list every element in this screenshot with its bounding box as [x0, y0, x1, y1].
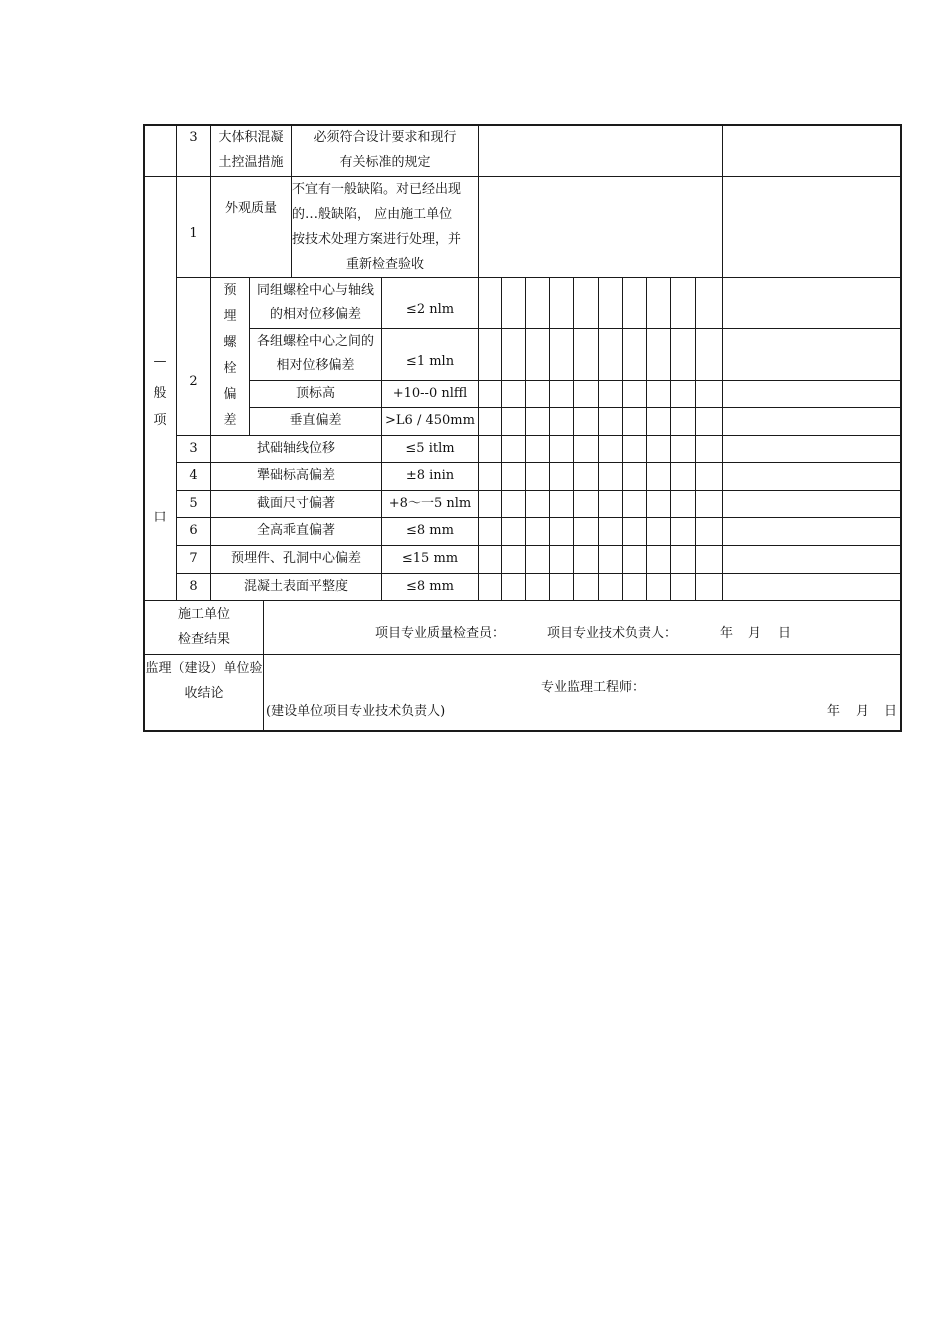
- requirement-line: 不宜有一般缺陷。对已经出现: [292, 182, 462, 197]
- tolerance-value: +8～一5 nlm: [388, 496, 472, 511]
- category-label-char: —: [153, 354, 167, 369]
- category-label-char: 项: [153, 413, 167, 428]
- group-label-char: 埋: [223, 309, 237, 324]
- group-label-char: 偏: [223, 387, 237, 402]
- requirement-line: 按技术处理方案进行处理，并: [292, 232, 462, 247]
- tolerance-value: ≤5 itlm: [405, 441, 455, 456]
- tolerance-value: ≤2 nlm: [405, 302, 455, 317]
- item-name: 外观质量: [224, 201, 277, 216]
- date-year: 年: [720, 626, 734, 641]
- requirement-line: 重新检查验收: [345, 257, 424, 272]
- grid-col: [622, 277, 623, 600]
- group-label-char: 栓: [223, 361, 237, 376]
- tolerance-value: ±8 inin: [405, 468, 455, 483]
- supervision-label-line: 收结论: [184, 686, 224, 701]
- row-divider: [143, 600, 902, 601]
- tolerance-value: +10--0 nlffl: [392, 386, 468, 401]
- row-divider: [143, 654, 902, 655]
- date-month: 月: [748, 626, 762, 641]
- sub-item-line: 的相对位移偏差: [269, 307, 361, 322]
- tolerance-value: ≤8 mm: [406, 523, 454, 538]
- row-number: 4: [189, 468, 198, 483]
- row-number: 5: [189, 496, 198, 511]
- grid-col: [525, 277, 526, 600]
- date-year: 年: [827, 704, 841, 719]
- requirement-line: 有关标准的规定: [339, 155, 431, 170]
- grid-col: [670, 277, 671, 600]
- sub-item-line: 同组螺栓中心与轴线: [256, 283, 374, 298]
- row-number: 3: [189, 130, 198, 145]
- row-number: 7: [189, 551, 198, 566]
- row-number: 3: [189, 441, 198, 456]
- category-label-char: 般: [153, 386, 167, 401]
- grid-col: [549, 277, 550, 600]
- quality-inspector-label: 项目专业质量检查员：: [375, 626, 506, 641]
- item-name: 拭础轴线位移: [256, 441, 335, 456]
- group-label-char: 预: [223, 283, 237, 298]
- grid-col: [501, 277, 502, 600]
- construction-label-line: 施工单位: [177, 607, 230, 622]
- grid-col: [646, 277, 647, 600]
- category-label-char: 口: [153, 510, 167, 525]
- item-name: 预埋件、孔洞中心偏差: [230, 551, 361, 566]
- group-label-char: 差: [223, 413, 237, 428]
- sub-item-line: 各组螺栓中心之间的: [256, 334, 374, 349]
- grid-col: [573, 277, 574, 600]
- group-label-char: 螺: [223, 335, 237, 350]
- row-number: 6: [189, 523, 198, 538]
- item-name: 全高乖直偏著: [256, 523, 335, 538]
- tolerance-value: ≤15 mm: [401, 551, 459, 566]
- tolerance-value: >L6 / 450mm: [385, 413, 475, 428]
- date-day: 日: [778, 626, 792, 641]
- grid-col: [695, 277, 696, 600]
- table-right-border: [900, 124, 902, 732]
- item-name: 犟础标高偏差: [256, 468, 335, 483]
- row-number: 2: [189, 374, 198, 389]
- requirement-line: 的…般缺陷， 应由施工单位: [292, 207, 453, 222]
- supervision-label-line: 监理（建设）单位验: [145, 661, 263, 676]
- item-name: 截面尺寸偏著: [256, 496, 335, 511]
- requirement-line: 必须符合设计要求和现行: [313, 130, 457, 145]
- date-month: 月: [856, 704, 870, 719]
- sub-item: 垂直偏差: [289, 413, 342, 428]
- item-name: 混凝土表面平整度: [243, 579, 348, 594]
- row-divider: [143, 176, 902, 177]
- grid-col: [598, 277, 599, 600]
- tolerance-value: ≤8 mm: [406, 579, 454, 594]
- item-name-line: 土控温措施: [218, 155, 284, 170]
- item-name-line: 大体积混凝: [218, 130, 284, 145]
- sub-item-line: 相对位移偏差: [276, 358, 355, 373]
- table-bottom-border: [143, 730, 902, 732]
- tech-lead-label: 项目专业技术负责人：: [547, 626, 678, 641]
- supervision-engineer-label: 专业监理工程师：: [541, 680, 646, 695]
- col-divider: [478, 124, 479, 600]
- col-divider: [722, 124, 723, 600]
- construction-label-line: 检查结果: [177, 632, 230, 647]
- date-day: 日: [884, 704, 898, 719]
- sub-item: 顶标高: [295, 386, 335, 401]
- row-number: 8: [189, 579, 198, 594]
- supervision-note: (建设单位项目专业技术负责人): [266, 704, 446, 719]
- tolerance-value: ≤1 mln: [405, 354, 455, 369]
- row-number: 1: [189, 226, 198, 241]
